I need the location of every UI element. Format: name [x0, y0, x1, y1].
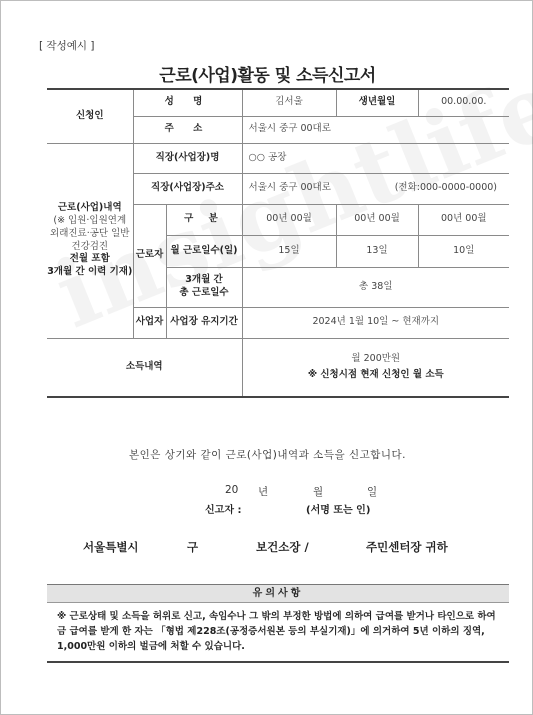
addressee-gu: 구	[187, 540, 199, 554]
days-3[interactable]: 10일	[418, 235, 509, 267]
workplace-label: 직장(사업장)명	[133, 143, 242, 173]
income-value: 월 200만원	[351, 352, 401, 364]
period-label: 구 분	[166, 204, 242, 235]
workplace-address-label: 직장(사업장)주소	[133, 173, 242, 204]
signature-note[interactable]: (서명 또는 인)	[306, 505, 371, 516]
birth-value[interactable]: 00.00.00.	[418, 89, 509, 116]
business-period-label: 사업장 유지기간	[166, 307, 242, 338]
work-section-label: 근로(사업)내역 (※ 입원·입원연계 외래진료·공단 일반 건강검진 전월 포함 3개월 간 이력 기재)	[47, 143, 133, 338]
period-1[interactable]: 00년 00월	[242, 204, 336, 235]
days-label: 월 근로일수(일)	[166, 235, 242, 267]
business-period-value[interactable]: 2024년 1월 10일 ~ 현재까지	[242, 307, 509, 338]
birth-label: 생년월일	[336, 89, 418, 116]
date-year-unit: 년	[258, 486, 269, 498]
date-day-unit: 일	[367, 486, 378, 498]
date-month-unit: 월	[313, 486, 324, 498]
report-table	[47, 88, 509, 398]
period-2[interactable]: 00년 00월	[336, 204, 418, 235]
business-label: 사업자	[133, 307, 166, 338]
worker-label: 근로자	[133, 204, 166, 307]
declaration-statement: 본인은 상기와 같이 근로(사업)내역과 소득을 신고합니다.	[128, 449, 406, 461]
total-days-value[interactable]: 총 38일	[242, 267, 509, 307]
name-label: 성 명	[133, 89, 242, 116]
workplace-address-value[interactable]	[242, 173, 509, 204]
form-title: 근로(사업)활동 및 소득신고서	[159, 66, 376, 86]
notice-body: ※ 근로상태 및 소득을 허위로 신고, 속임수나 그 밖의 부정한 방법에 의하여 급여를 받거나 타인으로 하여금 급여를 받게 한 자는 「형법 제228조(공정증서원본 등의 부실기재)」에 의거하여 5년 이하의 징역, 1,000만원 이하의 벌금에 처할 수 있습니다.	[57, 611, 496, 652]
income-cell[interactable]	[242, 338, 509, 397]
bottom-rule	[47, 661, 509, 663]
applicant-section-label: 신청인	[47, 89, 133, 143]
notice-heading: 유의사항	[47, 584, 509, 603]
signer-label: 신고자 :	[205, 505, 242, 516]
addressee-city: 서울특별시	[83, 540, 139, 554]
income-note: ※ 신청시점 현재 신청인 월 소득	[307, 368, 444, 380]
workplace-address-text: 서울시 중구 00대로	[248, 182, 331, 194]
total-days-label: 3개월 간 총 근로일수	[166, 267, 242, 307]
name-value[interactable]: 김서울	[242, 89, 336, 116]
example-tag: [ 작성예시 ]	[39, 40, 95, 52]
days-1[interactable]: 15일	[242, 235, 336, 267]
workplace-value[interactable]: ○○ 공장	[242, 143, 509, 173]
address-value[interactable]: 서울시 중구 00대로	[242, 116, 509, 143]
workplace-phone: (전화:000-0000-0000)	[394, 182, 498, 194]
period-3[interactable]: 00년 00월	[418, 204, 509, 235]
addressee-health-center: 보건소장 /	[256, 540, 309, 554]
days-2[interactable]: 13일	[336, 235, 418, 267]
addressee-community-center: 주민센터장 귀하	[366, 540, 448, 554]
date-year[interactable]: 20	[225, 484, 239, 496]
address-label: 주 소	[133, 116, 242, 143]
income-label: 소득내역	[47, 338, 242, 397]
